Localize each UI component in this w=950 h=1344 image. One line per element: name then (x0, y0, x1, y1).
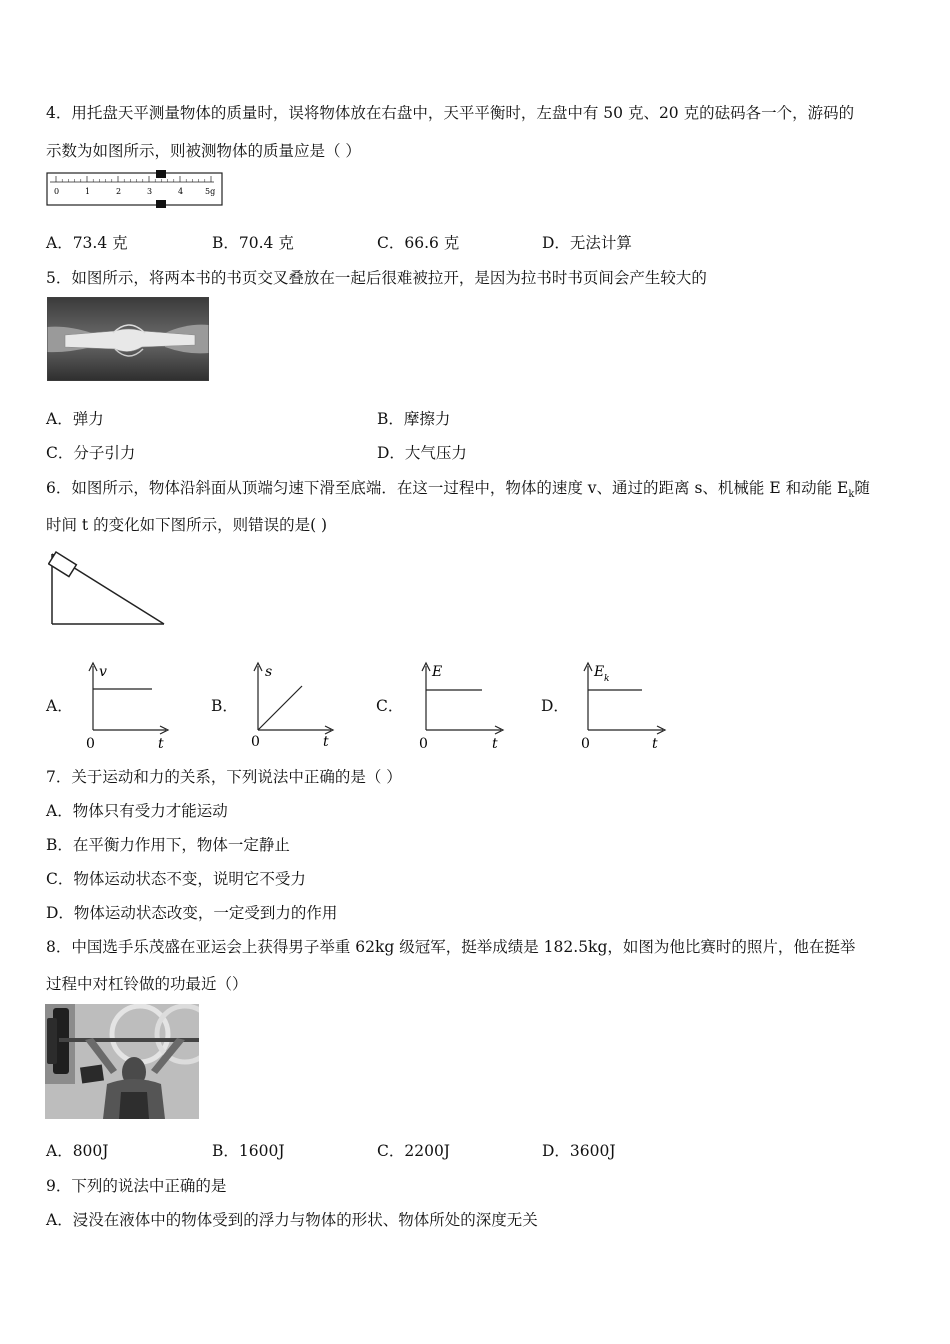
graph-a-xlabel: t (158, 736, 164, 752)
ruler-tick-1: 1 (85, 187, 91, 196)
graph-a-origin: 0 (86, 736, 95, 752)
q6-graph-b[interactable] (247, 660, 337, 752)
q4-text-line2: 示数为如图所示，则被测物体的质量应是（ ） (46, 142, 361, 160)
q9-option-a[interactable]: A．浸没在液体中的物体受到的浮力与物体的形状、物体所处的深度无关 (46, 1211, 538, 1229)
ruler-tick-4: 4 (178, 187, 184, 196)
graph-c-origin: 0 (419, 736, 428, 752)
q7-option-d[interactable]: D．物体运动状态改变，一定受到力的作用 (46, 904, 338, 922)
weightlifter-photo (45, 1004, 199, 1119)
graph-d-origin: 0 (581, 736, 590, 752)
q6-graph-a[interactable] (82, 660, 172, 752)
graph-d-ylabel-sub: k (604, 674, 610, 684)
q7-option-a[interactable]: A．物体只有受力才能运动 (46, 802, 228, 820)
q4-option-a[interactable]: A．73.4 克 (46, 234, 128, 252)
q6-graph-c[interactable] (412, 660, 507, 752)
ruler-tick-5: 5g (205, 187, 216, 196)
q8-option-a[interactable]: A．800J (46, 1142, 109, 1160)
graph-b-line (258, 686, 302, 730)
rider-scale-figure (46, 170, 226, 210)
ruler-tick-3: 3 (147, 187, 153, 196)
q8-option-b[interactable]: B．1600J (212, 1142, 285, 1160)
graph-b-xlabel: t (323, 734, 329, 750)
q5-option-a[interactable]: A．弹力 (46, 410, 104, 428)
q4-text-line1: 4．用托盘天平测量物体的质量时，误将物体放在右盘中，天平平衡时，左盘中有 50 克、20 克的砝码各一个，游码的 (46, 104, 855, 122)
q5-option-b[interactable]: B．摩擦力 (377, 410, 451, 428)
q5-option-c[interactable]: C．分子引力 (46, 444, 136, 462)
rider-top (156, 170, 166, 178)
q6-line1-main: 6．如图所示，物体沿斜面从顶端匀速下滑至底端．在这一过程中，物体的速度 v、通过的距离 s、机械能 E 和动能 E (46, 479, 849, 497)
rider-bottom (156, 200, 166, 208)
books-photo (47, 297, 209, 381)
q6-graph-label-a[interactable]: A． (46, 697, 73, 715)
q6-graph-d[interactable] (574, 660, 669, 752)
q7-option-b[interactable]: B．在平衡力作用下，物体一定静止 (46, 836, 290, 854)
graph-c-ylabel: E (432, 664, 443, 680)
ruler-tick-2: 2 (116, 187, 122, 196)
q8-option-c[interactable]: C．2200J (377, 1142, 451, 1160)
graph-c-xlabel: t (492, 736, 498, 752)
graph-d-xlabel: t (652, 736, 658, 752)
q8-option-d[interactable]: D．3600J (542, 1142, 616, 1160)
q4-option-c[interactable]: C．66.6 克 (377, 234, 460, 252)
q6-line1-sub: k (848, 489, 855, 501)
graph-a-ylabel: v (99, 664, 107, 680)
q7-text-line1: 7．关于运动和力的关系，下列说法中正确的是（ ） (46, 768, 402, 786)
q6-graph-label-c[interactable]: C． (376, 697, 404, 715)
graph-b-ylabel: s (265, 664, 273, 680)
q6-text-line2: 时间 t 的变化如下图所示，则错误的是( ) (46, 516, 328, 534)
ruler-tick-0: 0 (54, 187, 60, 196)
graph-d-ylabel: E (594, 664, 605, 680)
q9-text-line1: 9．下列的说法中正确的是 (46, 1177, 227, 1195)
q8-text-line2: 过程中对杠铃做的功最近（） (46, 975, 248, 993)
incline-figure (48, 550, 168, 628)
q5-text-line1: 5．如图所示，将两本书的书页交叉叠放在一起后很难被拉开，是因为拉书时书页间会产生较大的 (46, 269, 707, 287)
q6-graph-label-b[interactable]: B． (211, 697, 238, 715)
q5-option-d[interactable]: D．大气压力 (377, 444, 467, 462)
q6-text-line1 (46, 478, 870, 505)
q4-option-d[interactable]: D．无法计算 (542, 234, 632, 252)
q6-line1-tail: 随 (854, 479, 870, 497)
q6-graph-label-d[interactable]: D． (541, 697, 569, 715)
graph-b-origin: 0 (251, 734, 260, 750)
q8-text-line1: 8．中国选手乐茂盛在亚运会上获得男子举重 62kg 级冠军，挺举成绩是 182.5kg，如图为他比赛时的照片，他在挺举 (46, 938, 856, 956)
q4-option-b[interactable]: B．70.4 克 (212, 234, 294, 252)
q7-option-c[interactable]: C．物体运动状态不变，说明它不受力 (46, 870, 306, 888)
